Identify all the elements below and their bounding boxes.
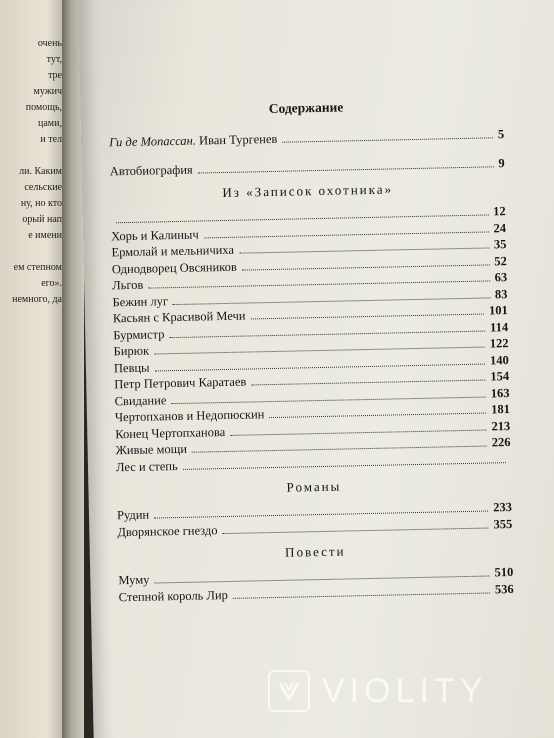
entry-page: 163 bbox=[490, 385, 510, 400]
entry-page: 213 bbox=[491, 418, 511, 433]
entry-page: 101 bbox=[488, 303, 508, 318]
left-page-line: ли. Каким bbox=[19, 166, 62, 177]
show-through-text bbox=[310, 72, 510, 83]
left-page-line: тут, bbox=[46, 54, 62, 65]
left-page-line: ем степном bbox=[13, 262, 62, 273]
watermark-text: VIOLITY bbox=[322, 671, 488, 710]
entry-title: Дворянское гнездо bbox=[117, 522, 218, 539]
intro-title: Автобиография bbox=[109, 162, 193, 178]
left-page-line: помощь, bbox=[25, 102, 62, 113]
entry-page: 63 bbox=[494, 270, 508, 285]
left-page-line: тре bbox=[48, 70, 62, 81]
entry-page: 12 bbox=[493, 204, 506, 219]
entry-page: 24 bbox=[493, 220, 507, 235]
leader-dots bbox=[223, 527, 489, 534]
entry-title: Певцы bbox=[113, 360, 150, 375]
left-page-line: очень bbox=[37, 38, 62, 49]
entry-page: 35 bbox=[493, 237, 507, 252]
watermark bbox=[268, 664, 548, 718]
leader-dots bbox=[242, 264, 489, 270]
left-page-line: его». bbox=[41, 278, 62, 289]
leader-dots bbox=[251, 380, 485, 386]
left-page-line: цами, bbox=[38, 118, 62, 129]
left-page-line: сельские bbox=[24, 182, 62, 193]
leader-dots bbox=[269, 413, 486, 419]
entry-page: 226 bbox=[491, 435, 511, 450]
intro-author: Ги де Мопассан. bbox=[109, 133, 197, 150]
entry-page: 233 bbox=[493, 500, 513, 515]
left-page-line: ну, но кто bbox=[20, 198, 62, 209]
violity-logo-icon bbox=[268, 670, 310, 712]
entry-title: Лес и степь bbox=[115, 458, 178, 474]
entry-title: Живые мощи bbox=[115, 441, 188, 458]
leader-dots bbox=[233, 592, 490, 598]
entry-title: Ермолай и мельничиха bbox=[111, 242, 235, 260]
left-page-line: немного, да bbox=[12, 294, 62, 305]
entry-page: 83 bbox=[494, 286, 508, 301]
entry-title: Рудин bbox=[116, 507, 150, 523]
leader-dots bbox=[198, 166, 494, 173]
toc-sections bbox=[110, 179, 514, 605]
entry-title: Бирюк bbox=[113, 343, 150, 359]
left-page bbox=[0, 0, 66, 738]
entry-title: Хорь и Калиныч bbox=[111, 227, 199, 243]
entry-page: 52 bbox=[494, 253, 507, 268]
entry-title: Однодворец Овсяников bbox=[111, 259, 237, 276]
entry-page: 122 bbox=[489, 336, 509, 351]
entry-title: Муму bbox=[118, 572, 150, 588]
intro-page: 5 bbox=[497, 127, 505, 142]
entry-title: Бежин луг bbox=[112, 293, 169, 309]
entry-page: 536 bbox=[494, 581, 514, 596]
entry-title: Свидание bbox=[114, 392, 167, 408]
left-page-line: е имени bbox=[28, 230, 62, 241]
leader-dots bbox=[251, 314, 485, 320]
section-title: Романы bbox=[286, 478, 342, 495]
left-page-line: орый нап bbox=[22, 214, 62, 225]
section-title: Из «Записок охотника» bbox=[222, 181, 394, 201]
leader-dots bbox=[183, 462, 506, 470]
entry-title: Петр Петрович Каратаев bbox=[114, 374, 247, 392]
entry-page: 355 bbox=[493, 516, 513, 531]
entry-page: 154 bbox=[490, 369, 510, 384]
section-title: Повести bbox=[284, 543, 346, 560]
entry-page: 140 bbox=[489, 352, 509, 367]
entry-title: Степной король Лир bbox=[118, 587, 228, 604]
intro-subtitle: Иван Тургенев bbox=[198, 131, 278, 148]
intro-page: 9 bbox=[498, 155, 505, 170]
table-of-contents bbox=[108, 96, 513, 605]
entry-title: Касьян с Красивой Мечи bbox=[112, 308, 246, 326]
entry-title: Чертопханов и Недопюскин bbox=[114, 407, 265, 425]
entry-title: Бурмистр bbox=[113, 326, 165, 342]
entry-page: 114 bbox=[489, 319, 509, 334]
entry-page: 510 bbox=[494, 565, 514, 580]
entry-title: Конец Чертопханова bbox=[115, 424, 226, 441]
entry-page: 181 bbox=[490, 402, 511, 417]
left-page-line: и тел bbox=[40, 134, 62, 145]
toc-heading: Содержание bbox=[268, 99, 344, 117]
left-page-line: мужич bbox=[33, 86, 62, 97]
leader-dots bbox=[282, 137, 493, 142]
entry-title: Льгов bbox=[112, 277, 144, 293]
right-page bbox=[78, 0, 554, 738]
